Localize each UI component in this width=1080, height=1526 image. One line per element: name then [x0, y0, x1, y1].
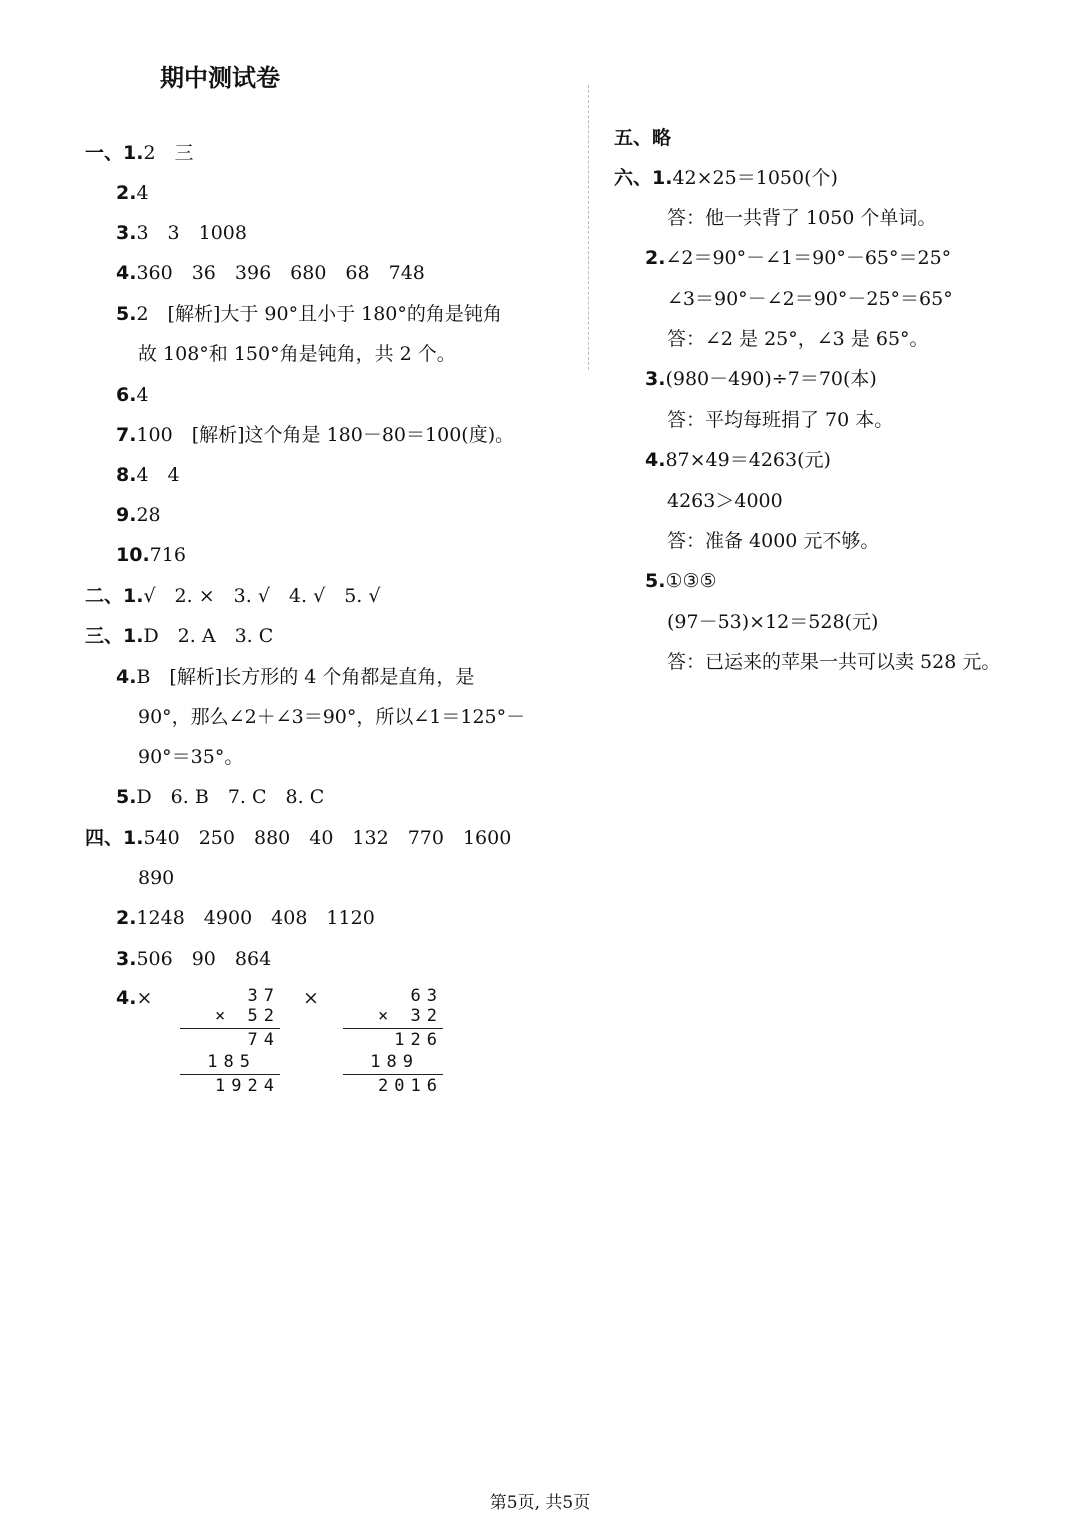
line-label: 二、1. [85, 585, 144, 607]
left-line-5 [116, 302, 502, 326]
line-text: 答：他一共背了 1050 个单词。 [667, 207, 937, 229]
right-line-7 [645, 367, 877, 391]
multiplicand: 63 [410, 986, 443, 1006]
line-label: 5. [116, 786, 137, 808]
left-line-8 [116, 423, 514, 447]
line-text: 87×49＝4263(元) [665, 449, 831, 471]
line-text: 42×25＝1050(个) [672, 167, 838, 189]
right-line-6 [667, 327, 929, 351]
rule-line [180, 1028, 280, 1029]
line-text: 540 250 880 40 132 770 1600 [143, 827, 512, 849]
column-divider [588, 85, 589, 370]
line-text: 716 [149, 544, 186, 566]
line-text: (97－53)×12＝528(元) [667, 611, 879, 633]
line-label: 10. [116, 544, 150, 566]
rule-line [343, 1074, 443, 1075]
right-line-13 [667, 610, 878, 634]
right-line-11 [667, 529, 879, 553]
line-label: 四、1. [85, 827, 144, 849]
line-label: 8. [116, 464, 137, 486]
line-text: 4 [136, 384, 149, 406]
left-line-4 [116, 261, 425, 285]
wrong-mark: × [303, 987, 319, 1009]
left-line-14 [116, 665, 474, 689]
left-line-16 [138, 745, 243, 769]
line-text: 28 [136, 504, 161, 526]
line-label: 4. [116, 666, 137, 688]
line-label: 2. [645, 247, 666, 269]
line-label: 4. [645, 449, 666, 471]
line-text: 100 [解析]这个角是 180－80＝100(度)。 [136, 424, 515, 446]
left-line-15 [138, 705, 525, 729]
line-label: 6. [116, 384, 137, 406]
line-text: 3 3 1008 [136, 222, 247, 244]
left-line-19 [138, 866, 174, 890]
line-text: ①③⑤ [665, 570, 717, 592]
line-text: 90°，那么∠2＋∠3＝90°，所以∠1＝125°－ [138, 706, 526, 728]
partial-product-2: 189 [370, 1052, 419, 1072]
left-line-7 [116, 383, 149, 407]
vertical-multiplication-1 [180, 986, 280, 1098]
page-title: 期中测试卷 [160, 64, 280, 92]
right-line-1 [614, 126, 671, 150]
right-line-4 [645, 246, 951, 270]
product-result: 2016 [378, 1076, 443, 1096]
left-line-11 [116, 543, 186, 567]
multiplicand: 37 [247, 986, 280, 1006]
line-label: 9. [116, 504, 137, 526]
partial-product-1: 126 [394, 1030, 443, 1050]
line-label: 三、1. [85, 625, 144, 647]
line-label: 3. [116, 948, 137, 970]
left-line-17 [116, 785, 324, 809]
line-text: 890 [138, 867, 175, 889]
line-text: 2 [解析]大于 90°且小于 180°的角是钝角 [136, 303, 502, 325]
product-result: 1924 [215, 1076, 280, 1096]
line-label: 5. [116, 303, 137, 325]
line-text: B [解析]长方形的 4 个角都是直角，是 [136, 666, 475, 688]
line-label: 3. [645, 368, 666, 390]
left-line-6 [138, 342, 456, 366]
line-label: 7. [116, 424, 137, 446]
left-line-18 [85, 826, 511, 850]
line-text: 4263＞4000 [667, 490, 783, 512]
line-text: 90°＝35°。 [138, 746, 244, 768]
right-line-2 [614, 166, 838, 190]
line-text: 506 90 864 [136, 948, 272, 970]
line-text: 故 108°和 150°角是钝角，共 2 个。 [138, 343, 456, 365]
right-line-8 [667, 408, 893, 432]
line-text: 360 36 396 680 68 748 [136, 262, 425, 284]
right-line-5 [667, 287, 953, 311]
line-text: (980－490)÷7＝70(本) [665, 368, 877, 390]
left-line-20 [116, 906, 375, 930]
left-line-21 [116, 947, 271, 971]
multiplier: × 52 [215, 1006, 280, 1026]
line-text: ∠3＝90°－∠2＝90°－25°＝65° [667, 288, 953, 310]
line-label: 4. [116, 987, 137, 1009]
line-text: 答：平均每班捐了 70 本。 [667, 409, 894, 431]
line-text: 4 [136, 182, 149, 204]
left-line-22 [116, 986, 152, 1010]
line-text: 4 4 [136, 464, 180, 486]
left-line-12 [85, 584, 380, 608]
line-text: 1248 4900 408 1120 [136, 907, 375, 929]
right-line-3 [667, 206, 936, 230]
partial-product-2: 185 [207, 1052, 256, 1072]
line-label: 4. [116, 262, 137, 284]
partial-product-1: 74 [247, 1030, 280, 1050]
left-line-10 [116, 503, 161, 527]
line-text: 答：准备 4000 元不够。 [667, 530, 880, 552]
rule-line [180, 1074, 280, 1075]
line-label: 五、略 [614, 127, 672, 149]
rule-line [343, 1028, 443, 1029]
line-text: 答：∠2 是 25°，∠3 是 65°。 [667, 328, 929, 350]
line-label: 2. [116, 907, 137, 929]
line-label: 3. [116, 222, 137, 244]
left-line-13 [85, 624, 273, 648]
line-label: 一、1. [85, 142, 144, 164]
multiplier: × 32 [378, 1006, 443, 1026]
line-text: 2 三 [143, 142, 194, 164]
line-text: D 2. A 3. C [143, 625, 274, 647]
line-text: 答：已运来的苹果一共可以卖 528 元。 [667, 651, 1001, 673]
line-label: 5. [645, 570, 666, 592]
line-text: D 6. B 7. C 8. C [136, 786, 325, 808]
line-text: √ 2. × 3. √ 4. √ 5. √ [143, 585, 381, 607]
left-line-1 [85, 141, 194, 165]
right-line-12 [645, 569, 717, 593]
right-line-9 [645, 448, 831, 472]
left-line-2 [116, 181, 149, 205]
left-line-3 [116, 221, 247, 245]
line-text: ∠2＝90°－∠1＝90°－65°＝25° [665, 247, 952, 269]
right-line-14 [667, 650, 1000, 674]
left-line-9 [116, 463, 180, 487]
right-line-10 [667, 489, 783, 513]
line-text: × [136, 987, 153, 1009]
line-label: 六、1. [614, 167, 673, 189]
line-label: 2. [116, 182, 137, 204]
page-footer: 第5页, 共5页 [489, 1493, 591, 1513]
vertical-multiplication-2 [343, 986, 443, 1098]
